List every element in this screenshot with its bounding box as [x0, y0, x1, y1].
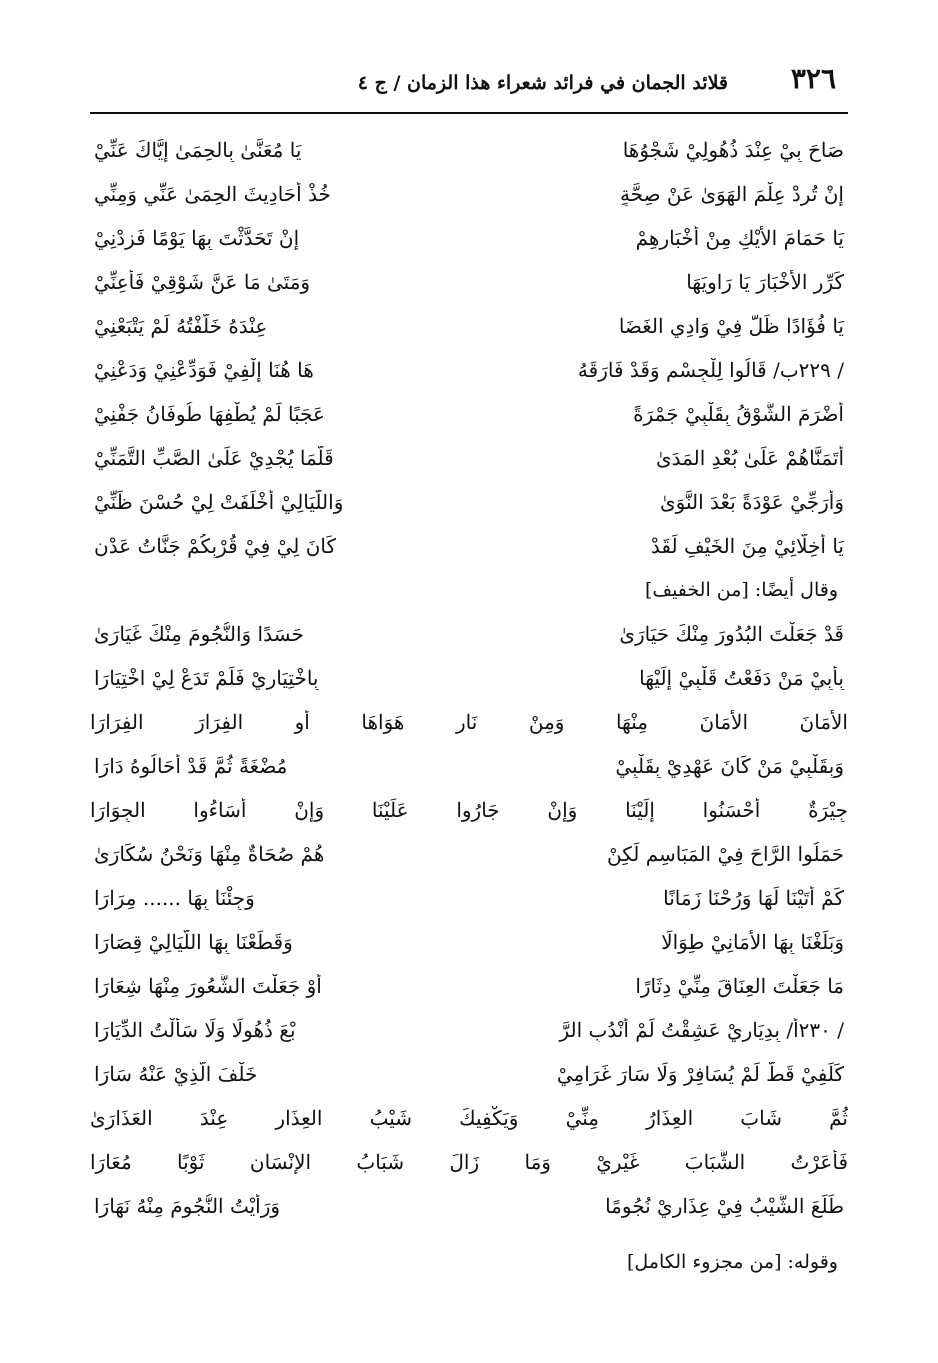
- verse-line: [90, 304, 848, 348]
- verse-first-hemistich: وَبِقَلْبِيْ مَنْ كَانَ عَهْدِيْ بِقَلْبِيْ: [615, 754, 844, 778]
- verse-second-hemistich: هَا هُنَا إِلْفِيْ فَوَدِّعْنِيْ وَدَعْنِيْ: [94, 358, 314, 382]
- verse-line: [90, 832, 848, 876]
- verse-second-hemistich: وَجِئْنَا بِهَا ...... مِرَارَا: [94, 886, 255, 910]
- verse-line: [90, 656, 848, 700]
- poem-intro: وقال أيضًا: [من الخفيف]: [644, 579, 838, 601]
- verse-second-hemistich: قَلَّمَا يُجْدِيْ عَلَىٰ الصَّبِّ التَّمَنِّيْ: [94, 446, 334, 470]
- verse-second-hemistich: مُضْغَةً ثُمَّ قَدْ أَحَالُوهُ دَارَا: [94, 754, 288, 778]
- verse-line: [90, 216, 848, 260]
- verse-line: [90, 744, 848, 788]
- verse-second-hemistich: وَقَطَعْنَا بِهَا اللَّيَالِيْ قِصَارَا: [94, 930, 293, 954]
- verse-line: [90, 964, 848, 1008]
- verse-line: [90, 920, 848, 964]
- verse-line: [90, 260, 848, 304]
- verse-first-hemistich: كَلَفِيْ قَطُّ لَمْ يُسَافِرْ وَلَا سَارَ غَرَامِيْ: [556, 1062, 844, 1086]
- verse-line: [90, 1096, 848, 1140]
- verse-line: [90, 480, 848, 524]
- verse-second-hemistich: بْعَ ذُهُولًا وَلَا سَأَلْتُ الدِّيَارَا: [94, 1018, 296, 1042]
- verse-second-hemistich: إِنْ تَحَدَّثْتَ بِهَا يَوْمًا فَزِدْنِيْ: [94, 226, 300, 250]
- verse-second-hemistich: أَوْ جَعَلْتَ الشُّعُورَ مِنْهَا شِعَارَا: [94, 974, 322, 998]
- header-rule: [90, 112, 848, 114]
- verse-first-hemistich: طَلَعَ الشَّيْبُ فِيْ عِذَارِيْ نُجُومًا: [605, 1194, 844, 1218]
- verse-second-hemistich: وَرَأَيْتُ النُّجُومَ مِنْهُ نَهَارَا: [94, 1194, 281, 1218]
- verse-line: [90, 172, 848, 216]
- verse-line: [90, 524, 848, 568]
- poem-intro: وقوله: [من مجزوء الكامل]: [627, 1251, 838, 1273]
- running-title: قلائد الجمان في فرائد شعراء هذا الزمان / ج ٤: [357, 72, 728, 94]
- verse-second-hemistich: حَسَدًا وَالنُّجُومَ مِنْكَ غَيَارَىٰ: [94, 622, 304, 646]
- verse-first-hemistich: حَمَلُوا الرَّاحَ فِيْ المَبَاسِمِ لَكِنْ: [606, 842, 844, 866]
- verse-second-hemistich: هُمْ صُحَاةٌ مِنْهَا وَنَحْنُ سُكَارَىٰ: [94, 842, 325, 866]
- verse-first-hemistich: / ٢٢٩ب/ قَالُوا لِلْجِسْمِ وَقَدْ فَارَقَهُ: [577, 358, 844, 382]
- verse-first-hemistich: يَا حَمَامَ الأَيْكِ مِنْ أَخْبَارِهِمْ: [635, 226, 844, 250]
- page-number: ٣٢٦: [790, 62, 836, 95]
- verse-first-hemistich: بِأَبِيْ مَنْ دَفَعْتُ قَلْبِيْ إِلَيْهَا: [639, 666, 844, 690]
- verse-first-hemistich: وَأُرَجِّيْ عَوْدَةً بَعْدَ النَّوَىٰ: [659, 490, 844, 514]
- verse-line: [90, 876, 848, 920]
- verse-second-hemistich: عَجَبًا لَمْ يُطْفِهَا طُوفَانُ جَفْنِيْ: [94, 402, 325, 426]
- verse-line: [90, 700, 848, 744]
- verse-line: [90, 612, 848, 656]
- verse-second-hemistich: وَمَتَىٰ مَا عَنَّ شَوْقِيْ فَأَعِنِّيْ: [94, 270, 311, 294]
- verse-second-hemistich: يَا مُعَنَّىٰ بِالحِمَىٰ إِيَّاكَ عَنِّيْ: [94, 138, 302, 162]
- verse-line: [90, 1140, 848, 1184]
- verse-first-hemistich: يَا أُخِلَّائِيْ مِنَ الخَيْفِ لَقَدْ: [650, 534, 844, 558]
- verse-line: [90, 1052, 848, 1096]
- verse-full-line: الأَمَانَ الأَمَانَ مِنْهَا وَمِنْ نَارِ هَوَاهَا أَوِ الفِرَارَ الفِرَارَا: [90, 710, 848, 734]
- verse-second-hemistich: كَانَ لِيْ فِيْ قُرْبِكُمْ جَنَّاتُ عَدْنِ: [94, 534, 337, 558]
- verse-line: [90, 436, 848, 480]
- verse-first-hemistich: يَا فُؤَادًا ظَلَّ فِيْ وَادِي الغَضَا: [618, 314, 844, 338]
- verse-first-hemistich: كَمْ أَتَيْنَا لَهَا وَرُحْنَا زَمَانًا: [663, 886, 844, 910]
- verse-second-hemistich: عِنْدَهُ خَلَّفْتُهُ لَمْ يَتْبَعْنِيْ: [94, 314, 268, 338]
- verse-line: [90, 348, 848, 392]
- verse-first-hemistich: أَضْرَمَ الشَّوْقُ بِقَلْبِيْ جَمْرَةً: [633, 402, 844, 426]
- verse-full-line: فَأَعَرْتُ الشَّبَابَ غَيْرِيْ وَمَا زَالَ شَبَابُ الإِنْسَانِ ثَوْبًا مُعَارَا: [90, 1150, 848, 1174]
- verse-line: [90, 392, 848, 436]
- page-body: [90, 128, 848, 1284]
- verse-first-hemistich: قَدْ جَعَلْتَ البُدُورَ مِنْكَ حَيَارَىٰ: [619, 622, 844, 646]
- poem-1: [90, 128, 848, 568]
- verse-second-hemistich: خُذْ أَحَادِيثَ الحِمَىٰ عَنِّي وَمِنِّي: [94, 182, 331, 206]
- verse-first-hemistich: مَا جَعَلْتَ العِنَاقَ مِنِّيْ دِثَارًا: [635, 974, 844, 998]
- verse-full-line: جِيْرَةٌ أَحْسَنُوا إِلَيْنَا وَإِنْ جَارُوا عَلَيْنَا وَإِنْ أَسَاءُوا الجِوَارَا: [90, 798, 848, 822]
- verse-first-hemistich: إِنْ تُرِدْ عِلْمَ الهَوَىٰ عَنْ صِحَّةٍ: [619, 182, 844, 206]
- verse-first-hemistich: أَتَمَنَّاهُمْ عَلَىٰ بُعْدِ المَدَىٰ: [655, 446, 844, 470]
- verse-first-hemistich: / ٢٣٠أ/ بِدِيَارِيْ عَشِقْتُ لَمْ أَنْدُبِ الرَّ: [559, 1018, 844, 1042]
- verse-first-hemistich: وَبَلَغْنَا بِهَا الأَمَانِيْ طِوَالًا: [661, 930, 844, 954]
- verse-second-hemistich: خَلْفَ الَّذِيْ عَنْهُ سَارَا: [94, 1062, 258, 1086]
- verse-line: [90, 1184, 848, 1228]
- page-header: [90, 58, 848, 114]
- verse-second-hemistich: بِاخْتِيَارِيْ فَلَمْ تَدَعْ لِيْ اخْتِيَارَا: [94, 666, 319, 690]
- verse-first-hemistich: صَاحَ بِيْ عِنْدَ ذُهُولِيْ شَجْوُهَا: [622, 138, 844, 162]
- verse-line: [90, 1008, 848, 1052]
- verse-first-hemistich: كَرِّرِ الأَخْبَارَ يَا رَاوِيَهَا: [686, 270, 844, 294]
- verse-second-hemistich: وَاللَّيَالِيْ أَخْلَفَتْ لِيْ حُسْنَ ظَنِّيْ: [94, 490, 344, 514]
- verse-full-line: ثُمَّ شَابَ العِذَارُ مِنِّيْ وَيَكْفِيكَ شَيْبُ العِذَارِ عِنْدَ العَذَارَىٰ: [90, 1106, 848, 1130]
- poem-2: [90, 612, 848, 1228]
- verse-line: [90, 128, 848, 172]
- verse-line: [90, 788, 848, 832]
